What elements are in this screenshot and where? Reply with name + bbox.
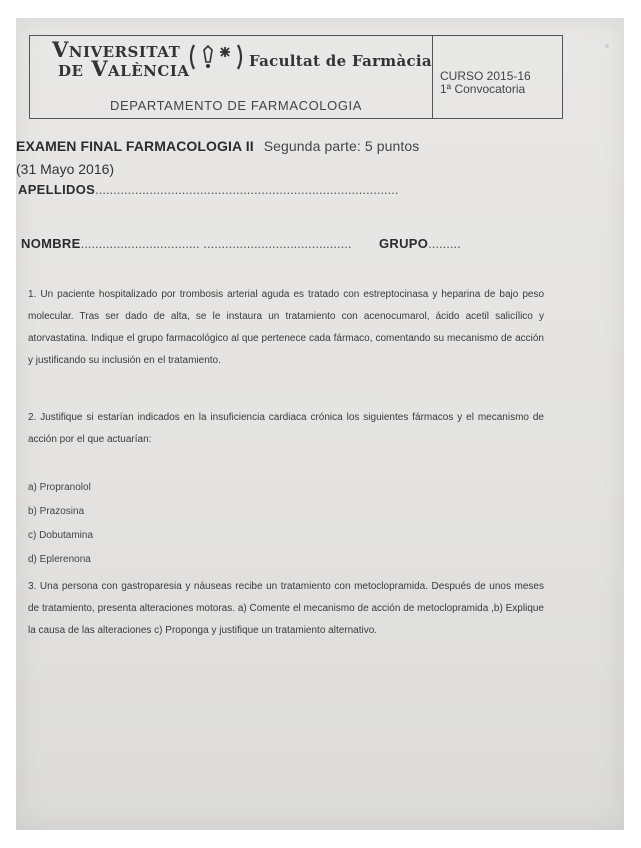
exam-date: (31 Mayo 2016)	[16, 161, 115, 177]
university-name	[52, 37, 190, 81]
department-name: DEPARTAMENTO DE FARMACOLOGIA	[110, 98, 363, 113]
nombre-line	[21, 236, 351, 251]
nombre-label: NOMBRE	[21, 236, 81, 251]
grupo-line	[379, 236, 461, 251]
grupo-field[interactable]: .........	[428, 236, 461, 251]
apellidos-label: APELLIDOS	[18, 182, 96, 197]
exam-subtitle: Segunda parte: 5 puntos	[263, 138, 420, 154]
question-3	[28, 576, 544, 642]
university-seal-icon	[186, 42, 246, 72]
exam-sheet	[16, 18, 624, 830]
exam-call: 1ª Convocatoria	[440, 82, 526, 96]
question-3-text: 3. Una persona con gastroparesia y náuseas recibe un tratamiento con metoclopramida. Después de unos meses de tratamiento, presenta alteraciones motoras. a) Comente el mecanismo de acción de metoclopramida ,b) Explique la causa de las alteraciones c) Proponga y justifique un tratamiento alternativo.	[28, 581, 544, 636]
exam-title: EXAMEN FINAL FARMACOLOGIA II	[16, 138, 254, 154]
header-divider	[432, 36, 433, 118]
nombre-field[interactable]: ................................. .........................................	[80, 236, 352, 251]
header-box	[29, 35, 563, 119]
question-2-option-a: a) Propranolol	[28, 482, 91, 493]
punch-hole	[605, 44, 609, 48]
apellidos-line	[18, 182, 399, 197]
university-line-2: de València	[58, 56, 190, 81]
question-1-text: 1. Un paciente hospitalizado por trombosis arterial aguda es tratado con estreptocinasa y heparina de bajo peso molecular. Tras ser dado de alta, se le instaura un tratamiento con acenocumarol, ácido acetil salicílico y atorvastatina. Indique el grupo farmacológico al que pertenece cada fármaco, comentando su mecanismo de acción y justificando su inclusión en el tratamiento.	[28, 289, 544, 366]
course-info	[440, 70, 531, 96]
question-2-text: 2. Justifique si estarían indicados en la insuficiencia cardiaca crónica los siguientes fármacos y el mecanismo de acción por el que actuarían:	[28, 412, 544, 445]
faculty-name: Facultat de Farmàcia	[249, 52, 432, 70]
question-2-option-c: c) Dobutamina	[28, 530, 94, 541]
apellidos-field[interactable]: ....................................................................................	[95, 182, 399, 197]
question-1	[28, 284, 544, 372]
grupo-label: GRUPO	[379, 236, 429, 251]
university-line-1: Vniversitat	[52, 37, 181, 62]
question-2-option-d: d) Eplerenona	[28, 554, 91, 565]
question-2	[28, 407, 544, 451]
exam-title-line	[16, 138, 419, 154]
question-2-option-b: b) Prazosina	[28, 506, 85, 517]
course-year: CURSO 2015-16	[440, 69, 531, 83]
